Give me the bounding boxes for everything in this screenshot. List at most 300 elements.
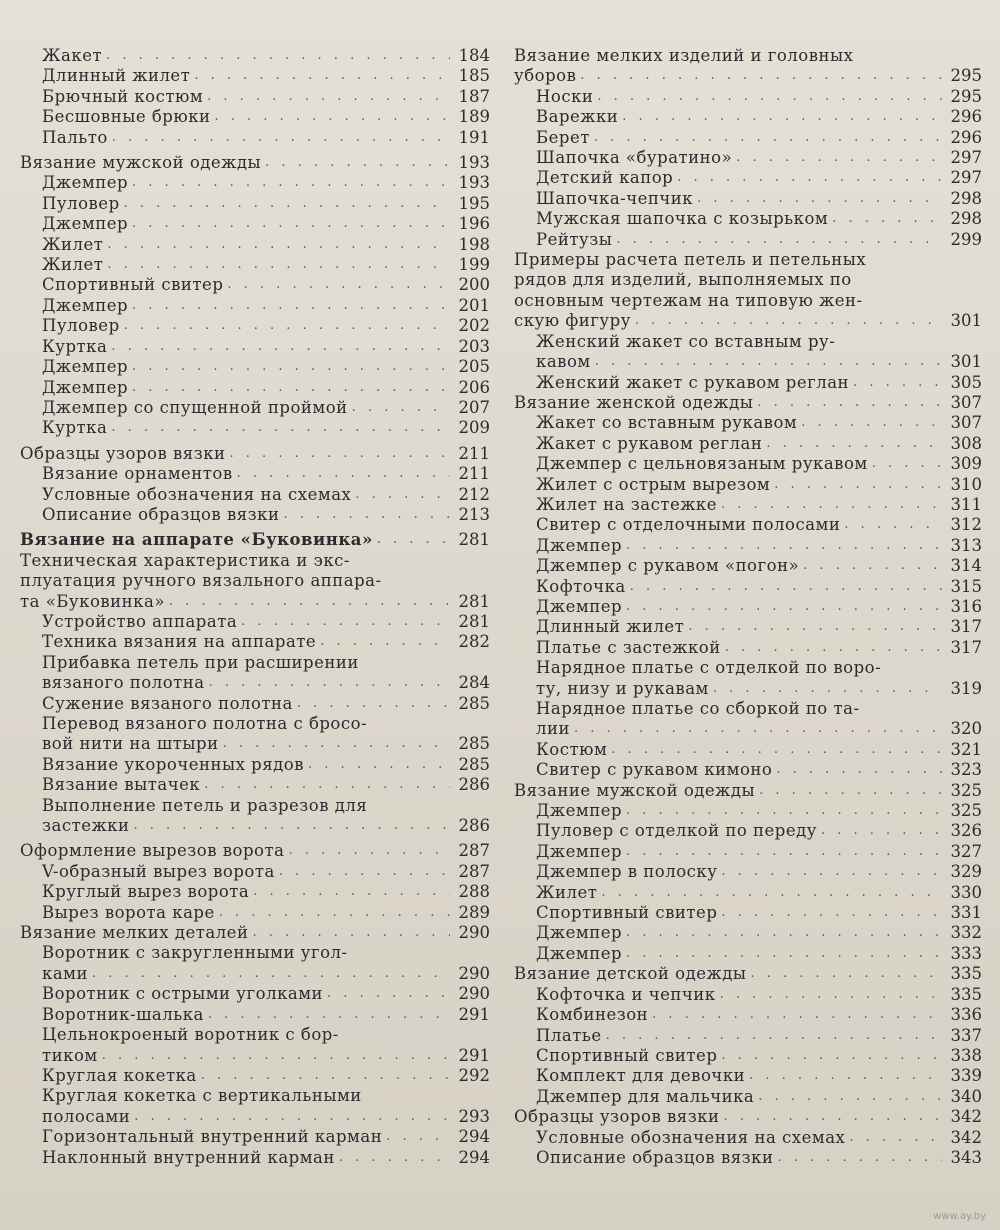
- toc-entry-title: Пальто: [42, 127, 108, 147]
- dot-leader: [721, 638, 942, 658]
- toc-entry-title: та «Буковинка»: [20, 591, 165, 611]
- toc-entry-title: Жилет: [42, 255, 104, 275]
- toc-page-number: 200: [458, 275, 490, 295]
- toc-page-number: 307: [950, 413, 982, 433]
- toc-page-number: 290: [458, 963, 490, 983]
- dot-leader: [275, 862, 450, 882]
- toc-entry: [514, 617, 982, 637]
- dot-leader: [709, 679, 942, 699]
- toc-entry-title: Вязание вытачек: [42, 775, 201, 795]
- toc-page-number: 299: [950, 229, 982, 249]
- toc-entry-title: Жилет с острым вырезом: [536, 474, 771, 494]
- toc-entry-title: Джемпер с рукавом «погон»: [536, 556, 800, 576]
- toc-entry: [20, 464, 490, 484]
- dot-leader: [717, 495, 942, 515]
- toc-entry: [514, 1046, 982, 1066]
- toc-entry-title: Круглая кокетка: [42, 1065, 197, 1085]
- toc-page-number: 307: [950, 392, 982, 412]
- dot-leader: [130, 1107, 450, 1127]
- toc-entry: [514, 515, 982, 535]
- toc-page-number: 330: [950, 882, 982, 902]
- dot-leader: [622, 923, 942, 943]
- toc-page-number: 293: [458, 1106, 490, 1126]
- toc-page-number: 298: [950, 209, 982, 229]
- dot-leader: [622, 536, 942, 556]
- dot-leader: [622, 801, 942, 821]
- toc-entry-line: Перевод вязаного полотна с бросо-: [42, 714, 368, 733]
- dot-leader: [717, 903, 942, 923]
- toc-entry-title: Вязание детской одежды: [514, 964, 747, 984]
- toc-entry-title: Рейтузы: [536, 229, 613, 249]
- dot-leader: [129, 816, 450, 836]
- toc-page-number: 312: [950, 515, 982, 535]
- toc-page-number: 196: [458, 214, 490, 234]
- dot-leader: [304, 755, 450, 775]
- dot-leader: [612, 230, 942, 250]
- toc-page-number: 203: [458, 336, 490, 356]
- toc-entry: [514, 107, 982, 127]
- toc-entry-title: Свитер с рукавом кимоно: [536, 760, 773, 780]
- dot-leader: [618, 107, 942, 127]
- toc-entry: [20, 418, 490, 438]
- toc-entry-line: основным чертежам на типовую жен-: [514, 290, 863, 310]
- dot-leader: [840, 515, 942, 535]
- toc-entry-title: Пуловер: [42, 193, 120, 213]
- toc-page-number: 297: [950, 168, 982, 188]
- dot-leader: [335, 1148, 450, 1168]
- toc-entry: [514, 209, 982, 229]
- toc-entry-title: Джемпер: [536, 801, 623, 821]
- toc-entry: [20, 1107, 490, 1127]
- dot-leader: [772, 760, 942, 780]
- dot-leader: [602, 1026, 942, 1046]
- dot-leader: [107, 337, 450, 357]
- dot-leader: [622, 842, 942, 862]
- toc-entry-title: вой нити на штыри: [42, 734, 219, 754]
- toc-entry: [514, 373, 982, 393]
- dot-leader: [753, 393, 942, 413]
- toc-page-number: 313: [950, 535, 982, 555]
- toc-entry: [514, 475, 982, 495]
- toc-page-number: 184: [458, 46, 490, 65]
- toc-entry: [514, 556, 982, 576]
- toc-entry-title: Образцы узоров вязки: [20, 443, 226, 463]
- toc-entry: [20, 66, 490, 86]
- toc-page-number: 281: [458, 530, 490, 550]
- toc-page-number: 314: [950, 556, 982, 576]
- toc-entry: [20, 194, 490, 214]
- toc-entry: [20, 275, 490, 295]
- toc-entry: [514, 985, 982, 1005]
- toc-page-number: 310: [950, 474, 982, 494]
- toc-entry-title: Вязание укороченных рядов: [42, 754, 305, 774]
- toc-entry-line: Примеры расчета петель и петельных: [514, 250, 867, 270]
- toc-entry: [514, 781, 982, 801]
- toc-entry: [514, 842, 982, 862]
- toc-entry-title: застежки: [42, 816, 130, 836]
- toc-entry-line: Прибавка петель при расширении: [42, 652, 359, 672]
- toc-entry: [514, 740, 982, 760]
- toc-entry-title: Спортивный свитер: [536, 903, 718, 923]
- toc-entry: [20, 1148, 490, 1168]
- toc-entry: [20, 882, 490, 902]
- toc-entry-title: Джемпер: [42, 214, 129, 234]
- toc-entry-title: Куртка: [42, 336, 108, 356]
- toc-entry-title: вязаного полотна: [42, 673, 205, 693]
- toc-page-number: 287: [458, 861, 490, 881]
- toc-page-number: 335: [950, 984, 982, 1004]
- toc-entry: [514, 454, 982, 474]
- toc-page-number: 193: [458, 173, 490, 193]
- dot-leader: [828, 209, 942, 229]
- dot-leader: [223, 275, 450, 295]
- toc-entry: [20, 128, 490, 148]
- toc-entry-line: Круглая кокетка с вертикальными: [42, 1086, 362, 1106]
- toc-entry-line: Техническая характеристика и экс-: [20, 550, 350, 570]
- toc-entry: [514, 577, 982, 597]
- toc-column-right: [514, 46, 982, 1168]
- toc-page-number: 285: [458, 734, 490, 754]
- toc-page-number: 199: [458, 255, 490, 275]
- toc-entry: [514, 964, 982, 984]
- dot-leader: [248, 923, 450, 943]
- toc-entry-title: Жилет на застежке: [536, 494, 717, 514]
- toc-entry-title: тиком: [42, 1045, 98, 1065]
- dot-leader: [237, 612, 450, 632]
- toc-page-number: 211: [458, 464, 490, 484]
- toc-entry: [514, 1107, 982, 1127]
- toc-entry: [514, 1066, 982, 1086]
- toc-entry: [20, 984, 490, 1004]
- toc-entry: [514, 821, 982, 841]
- toc-entry: [514, 944, 982, 964]
- dot-leader: [128, 173, 450, 193]
- toc-entry: [514, 352, 982, 372]
- toc-page-number: 329: [950, 862, 982, 882]
- toc-page-number: 327: [950, 841, 982, 861]
- dot-leader: [590, 128, 942, 148]
- toc-page-number: 338: [950, 1045, 982, 1065]
- toc-entry-title: Жакет со вставным рукавом: [536, 413, 798, 433]
- dot-leader: [103, 235, 450, 255]
- dot-leader: [88, 964, 450, 984]
- toc-entry: [20, 87, 490, 107]
- toc-page-number: 305: [950, 372, 982, 392]
- dot-leader: [103, 255, 450, 275]
- toc-entry-title: Устройство аппарата: [42, 611, 238, 631]
- toc-entry: [514, 801, 982, 821]
- toc-entry: [20, 46, 490, 66]
- toc-page-number: 185: [458, 66, 490, 86]
- toc-entry: [20, 1066, 490, 1086]
- dot-leader: [693, 189, 942, 209]
- toc-entry: [514, 597, 982, 617]
- toc-entry-title: Платье: [536, 1025, 602, 1045]
- dot-leader: [570, 719, 942, 739]
- toc-entry: [514, 1005, 982, 1025]
- dot-leader: [200, 775, 450, 795]
- toc-entry-title: Вязание мелких деталей: [20, 923, 249, 943]
- toc-entry-title: Варежки: [536, 107, 619, 127]
- toc-page-number: 336: [950, 1005, 982, 1025]
- toc-entry: [514, 128, 982, 148]
- toc-entry: [20, 964, 490, 984]
- toc-entry: [514, 679, 982, 699]
- toc-page-number: 294: [458, 1147, 490, 1167]
- toc-entry-title: Джемпер со спущенной проймой: [42, 397, 348, 417]
- toc-page-number: 284: [458, 673, 490, 693]
- toc-entry: [20, 316, 490, 336]
- toc-entry-title: Джемпер: [536, 535, 623, 555]
- toc-page-number: 297: [950, 148, 982, 168]
- dot-leader: [293, 694, 450, 714]
- toc-entry: [514, 413, 982, 433]
- dot-leader: [868, 454, 942, 474]
- toc-entry-title: Жилет: [42, 234, 104, 254]
- dot-leader: [284, 841, 450, 861]
- toc-entry-title: Детский капор: [536, 168, 674, 188]
- toc-page-number: 211: [458, 443, 490, 463]
- toc-entry: [20, 632, 490, 652]
- toc-entry-title: Воротник-шалька: [42, 1004, 204, 1024]
- toc-entry-title: Бесшовные брюки: [42, 107, 211, 127]
- toc-entry-title: Кофточка: [536, 576, 626, 596]
- toc-page-number: 301: [950, 311, 982, 331]
- toc-entry: [514, 189, 982, 209]
- toc-page-number: 286: [458, 775, 490, 795]
- toc-entry-title: уборов: [514, 66, 577, 86]
- toc-page-number: 335: [950, 964, 982, 984]
- toc-entry-line: Воротник с закругленными угол-: [42, 943, 348, 963]
- toc-page-number: 296: [950, 127, 982, 147]
- toc-entry: [514, 1026, 982, 1046]
- dot-leader: [576, 66, 942, 86]
- toc-entry: [514, 230, 982, 250]
- toc-entry: [20, 235, 490, 255]
- dot-leader: [215, 903, 450, 923]
- toc-entry-title: Вырез ворота каре: [42, 902, 215, 922]
- dot-leader: [102, 46, 450, 66]
- toc-page-number: 198: [458, 234, 490, 254]
- toc-entry: [20, 153, 490, 173]
- toc-entry-line: Женский жакет со вставным ру-: [536, 331, 836, 351]
- dot-leader: [197, 1066, 450, 1086]
- toc-entry-title: Сужение вязаного полотна: [42, 693, 293, 713]
- toc-page-number: 207: [458, 397, 490, 417]
- toc-entry-title: Вязание мужской одежды: [514, 780, 756, 800]
- toc-entry-title: Пуловер с отделкой по переду: [536, 821, 817, 841]
- toc-entry-title: Джемпер: [42, 173, 129, 193]
- toc-entry-title: Наклонный внутренний карман: [42, 1147, 335, 1167]
- dot-leader: [120, 194, 450, 214]
- toc-page-number: 317: [950, 617, 982, 637]
- toc-page-number: 209: [458, 418, 490, 438]
- toc-entry: [514, 1087, 982, 1107]
- toc-entry-title: Спортивный свитер: [42, 275, 224, 295]
- dot-leader: [717, 1046, 942, 1066]
- toc-page-number: 317: [950, 637, 982, 657]
- dot-leader: [211, 107, 450, 127]
- toc-entry: [514, 87, 982, 107]
- toc-entry: [20, 214, 490, 234]
- toc-entry-title: Джемпер с цельновязаным рукавом: [536, 454, 868, 474]
- dot-leader: [817, 821, 942, 841]
- toc-entry: [20, 612, 490, 632]
- dot-leader: [128, 214, 450, 234]
- dot-leader: [128, 378, 450, 398]
- toc-entry-title: скую фигуру: [514, 311, 631, 331]
- toc-entry: [514, 148, 982, 168]
- dot-leader: [165, 592, 450, 612]
- toc-entry: [20, 337, 490, 357]
- toc-entry-title: V-образный вырез ворота: [42, 861, 275, 881]
- dot-leader: [755, 781, 942, 801]
- dot-leader: [845, 1128, 942, 1148]
- dot-leader: [773, 1148, 942, 1168]
- toc-entry: [20, 378, 490, 398]
- dot-leader: [373, 530, 450, 550]
- toc-entry: [20, 816, 490, 836]
- toc-page-number: 319: [950, 678, 982, 698]
- watermark: www.ay.by: [933, 1211, 986, 1222]
- dot-leader: [226, 444, 450, 464]
- toc-page-number: 291: [458, 1004, 490, 1024]
- toc-page-number: 289: [458, 902, 490, 922]
- dot-leader: [631, 311, 942, 331]
- toc-entry-line: Нарядное платье со сборкой по та-: [536, 699, 860, 718]
- toc-entry: [20, 444, 490, 464]
- toc-entry: [514, 1148, 982, 1168]
- toc-entry-title: Круглый вырез ворота: [42, 882, 250, 902]
- toc-entry: [20, 694, 490, 714]
- dot-leader: [107, 418, 450, 438]
- dot-leader: [382, 1127, 450, 1147]
- dot-leader: [120, 316, 450, 336]
- toc-entry: [514, 393, 982, 413]
- toc-entry: [20, 841, 490, 861]
- dot-leader: [128, 296, 450, 316]
- toc-page-number: 281: [458, 591, 490, 611]
- toc-page-number: 285: [458, 693, 490, 713]
- toc-entry-line: Вязание мелких изделий и головных: [514, 46, 854, 65]
- dot-leader: [204, 1005, 450, 1025]
- toc-entry-title: Жакет: [42, 46, 103, 65]
- toc-entry-title: Берет: [536, 127, 590, 147]
- toc-page-number: 342: [950, 1127, 982, 1147]
- toc-page-number: 291: [458, 1045, 490, 1065]
- toc-entry: [20, 592, 490, 612]
- toc-entry-title: Костюм: [536, 739, 608, 759]
- dot-leader: [717, 862, 942, 882]
- dot-leader: [249, 882, 450, 902]
- dot-leader: [747, 964, 943, 984]
- dot-leader: [716, 985, 942, 1005]
- toc-entry-title: Образцы узоров вязки: [514, 1107, 720, 1127]
- toc-entry-title: Куртка: [42, 418, 108, 438]
- toc-page-number: 195: [458, 193, 490, 213]
- toc-entry-title: Условные обозначения на схемах: [536, 1127, 846, 1147]
- toc-page-number: 213: [458, 504, 490, 524]
- toc-page-number: 343: [950, 1147, 982, 1167]
- toc-entry-title: Вязание мужской одежды: [20, 153, 262, 173]
- toc-entry: [514, 168, 982, 188]
- dot-leader: [108, 128, 450, 148]
- toc-entry-title: Жилет: [536, 882, 598, 902]
- toc-entry: [514, 760, 982, 780]
- toc-page-number: 290: [458, 984, 490, 1004]
- toc-entry-title: Джемпер: [536, 943, 623, 963]
- dot-leader: [205, 673, 450, 693]
- toc-page-number: 298: [950, 188, 982, 208]
- dot-leader: [233, 464, 450, 484]
- toc-page-number: 325: [950, 801, 982, 821]
- toc-entry-title: Спортивный свитер: [536, 1045, 718, 1065]
- toc-entry-line: Нарядное платье с отделкой по воро-: [536, 658, 882, 678]
- toc-page-number: 323: [950, 760, 982, 780]
- dot-leader: [323, 984, 450, 1004]
- toc-entry-title: Длинный жилет: [536, 617, 685, 637]
- toc-entry-title: Комплект для девочки: [536, 1066, 746, 1086]
- dot-leader: [128, 357, 450, 377]
- toc-entry: [20, 862, 490, 882]
- toc-entry: [514, 536, 982, 556]
- toc-page-number: 285: [458, 754, 490, 774]
- toc-entry-title: Описание образцов вязки: [42, 504, 280, 524]
- dot-leader: [98, 1046, 450, 1066]
- toc-entry: [20, 673, 490, 693]
- dot-leader: [648, 1005, 942, 1025]
- toc-page-number: 296: [950, 107, 982, 127]
- toc-entry-title: Комбинезон: [536, 1005, 649, 1025]
- dot-leader: [316, 632, 450, 652]
- dot-leader: [279, 505, 450, 525]
- toc-page-number: 320: [950, 719, 982, 739]
- dot-leader: [797, 413, 942, 433]
- toc-entry: [514, 495, 982, 515]
- toc-entry: [20, 255, 490, 275]
- toc-entry: [20, 505, 490, 525]
- toc-page-number: 290: [458, 923, 490, 943]
- toc-entry-title: Шапочка «буратино»: [536, 148, 733, 168]
- dot-leader: [626, 577, 942, 597]
- toc-page-number: 201: [458, 295, 490, 315]
- toc-entry: [20, 296, 490, 316]
- toc-entry-title: Джемпер: [42, 357, 129, 377]
- toc-entry-title: Джемпер в полоску: [536, 862, 718, 882]
- toc-entry-title: Шапочка-чепчик: [536, 188, 694, 208]
- toc-entry-title: ту, низу и рукавам: [536, 678, 709, 698]
- dot-leader: [593, 87, 942, 107]
- toc-page-number: 326: [950, 821, 982, 841]
- toc-entry-title: Женский жакет с рукавом реглан: [536, 372, 850, 392]
- toc-entry: [514, 1128, 982, 1148]
- toc-page-number: 292: [458, 1065, 490, 1085]
- toc-entry: [20, 1005, 490, 1025]
- toc-entry: [20, 1046, 490, 1066]
- toc-page-number: 308: [950, 433, 982, 453]
- toc-entry: [20, 357, 490, 377]
- dot-leader: [622, 944, 942, 964]
- toc-entry-title: Джемпер: [536, 596, 623, 616]
- toc-entry-title: Пуловер: [42, 316, 120, 336]
- toc-entry-title: Носки: [536, 86, 594, 106]
- toc-entry: [20, 903, 490, 923]
- toc-entry-title: Горизонтальный внутренний карман: [42, 1127, 383, 1147]
- toc-page-number: 193: [458, 153, 490, 173]
- toc-entry-line: плуатация ручного вязального аппара-: [20, 571, 382, 591]
- dot-leader: [762, 434, 942, 454]
- dot-leader: [591, 352, 942, 372]
